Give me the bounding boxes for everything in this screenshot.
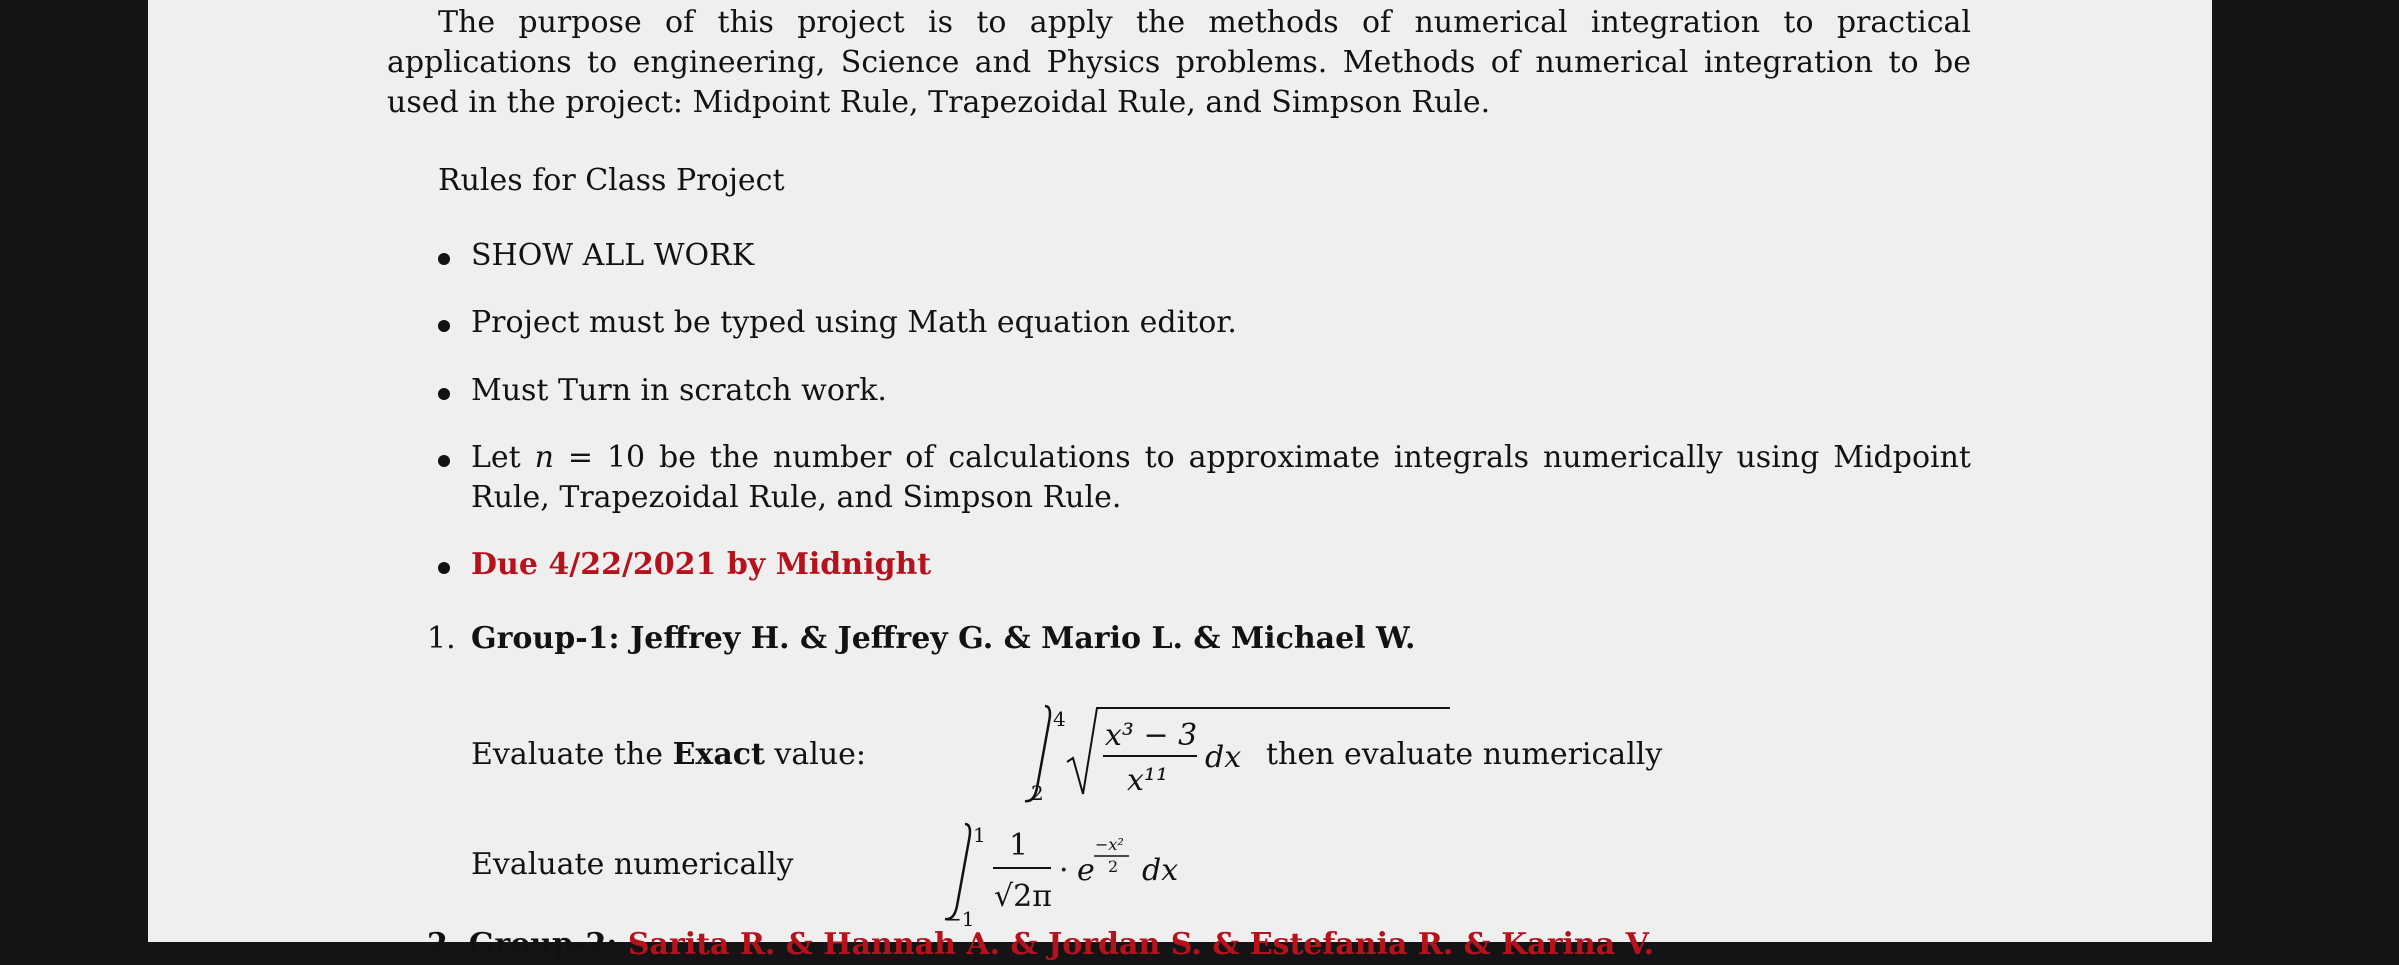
svg-text:e: e [1077,853,1095,888]
intro-paragraph: The purpose of this project is to apply the methods of numerical integration to practical applications to engineering, Science and Physics problems. Methods of numerical integration to be used in the project: Midpoint Rule, Trapezoidal Rule, and Simpson Rule. [387,5,1971,120]
group-title: Group-1: Jeffrey H. & Jeffrey G. & Mario L. & Michael W. [471,621,1416,656]
svg-text:x¹¹: x¹¹ [1127,763,1168,798]
svg-text:1: 1 [1009,828,1029,863]
due-date-text: Due 4/22/2021 by Midnight [471,547,932,582]
bullet-dot-icon [438,562,450,574]
bullet-dot-icon [438,388,450,400]
eval-exact-line: Evaluate the Exact value: [471,737,867,772]
svg-text:·: · [1059,853,1069,888]
bullet-text: SHOW ALL WORK [471,238,755,273]
next-group-partial: 2. Group-2: Sarita R. & Hannah A. & Jordan S. & Estefania R. & Karina V. [427,927,1655,962]
group-number: 1. [427,621,456,656]
svg-text:dx: dx [1142,853,1179,888]
bullet-dot-icon [438,455,450,467]
bullet-text: Let n = 10 be the number of calculations to approximate integrals numerically using Midpoint Rule, Trapezoidal Rule, and Simpson Rule. [471,440,1971,515]
svg-text:x³ − 3: x³ − 3 [1105,718,1198,753]
bullet-text: Project must be typed using Math equation editor. [471,305,1237,340]
svg-text:1: 1 [973,823,986,847]
svg-text:−1: −1 [945,907,975,931]
eval-exact-suffix: then evaluate numerically [1266,737,1663,772]
bullet-dot-icon [438,320,450,332]
bullet-text: Must Turn in scratch work. [471,373,887,408]
svg-text:√2π: √2π [994,879,1052,914]
svg-text:2: 2 [1031,781,1044,805]
svg-text:2: 2 [1108,857,1119,876]
rules-heading: Rules for Class Project [438,163,785,198]
integral-expression-2 [937,818,1457,938]
svg-text:−x²: −x² [1095,835,1124,854]
svg-text:4: 4 [1053,707,1066,731]
bullet-dot-icon [438,253,450,265]
document-page [148,0,2212,962]
eval-numeric-line: Evaluate numerically [471,847,794,882]
svg-text:dx: dx [1205,740,1242,775]
